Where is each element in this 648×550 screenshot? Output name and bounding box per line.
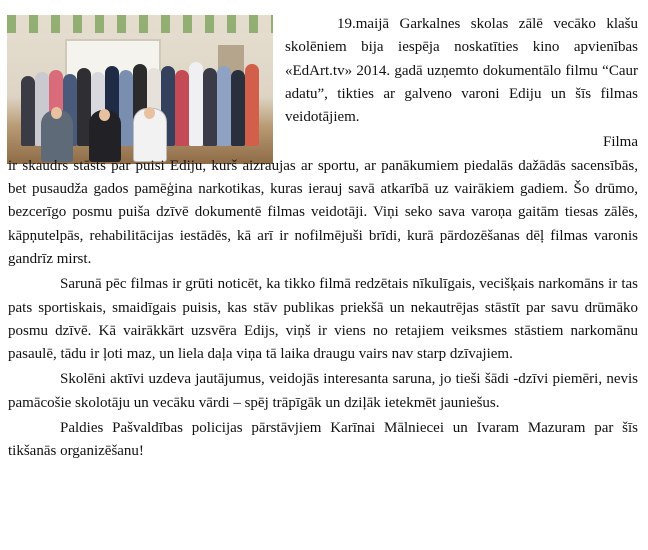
- photo-wrap-spacer: [8, 13, 285, 151]
- paragraph-film: Filma ir skaudrs stāsts par puisi Ediju, kurš aizraujas ar sportu, ar panākumiem piedalās dažādās sacensībās, bet pusaudža gados pamēģina narkotikas, kuras ierauj savā atkarībā uz vairākiem gadiem. Šo drūmo, bezcerīgo posmu puiša dzīvē dokumentē filmas veidotāji. Viņi seko sava varoņa gaitām tiesas zālēs, kāpņutelpās, rehabilitācijas iestādēs, kā arī ir nofilmējuši brīdi, kurā pārdozēšanas dēļ filmas varonis gandrīz mirst.: [8, 134, 639, 267]
- paragraph-intro: 19.maijā Garkalnes skolas zālē vecāko klašu skolēniem bija iespēja noskatīties kino apvienības «EdArt.tv» 2014. gadā uzņemto dokumentālo filmu “Caur adatu”, tikties ar galveno varoni Ediju un šīs filmas veidotājiem.: [285, 16, 638, 126]
- paragraph-thanks: Paldies Pašvaldības policijas pārstāvjiem Karīnai Mālniecei un Ivaram Mazuram par šīs tikšanās organizēšanu!: [8, 420, 638, 460]
- article-text: [8, 13, 638, 466]
- paragraph-conversation: Sarunā pēc filmas ir grūti noticēt, ka tikko filmā redzētais nīkulīgais, vecišķais narkomāns ir tas pats sportiskais, smaidīgais puisis, kas stāv publikas priekšā un nekautrējas stāstīt par savu drūmāko posmu dzīvē. Kā vairākkārt uzsvēra Edijs, viņš ir viens no retajiem veiksmes stāstiem narkomānu pasaulē, tādu ir ļoti maz, un liela daļa viņa tā laika draugu vairs nav starp dzīvajiem.: [8, 276, 638, 363]
- paragraph-questions: Skolēni aktīvi uzdeva jautājumus, veidojās interesanta saruna, jo tieši šādi -dzīvi piemēri, nevis pamācošie skolotāju un vecāku vārdi – spēj trāpīgāk un dziļāk ietekmēt jauniešus.: [8, 371, 638, 411]
